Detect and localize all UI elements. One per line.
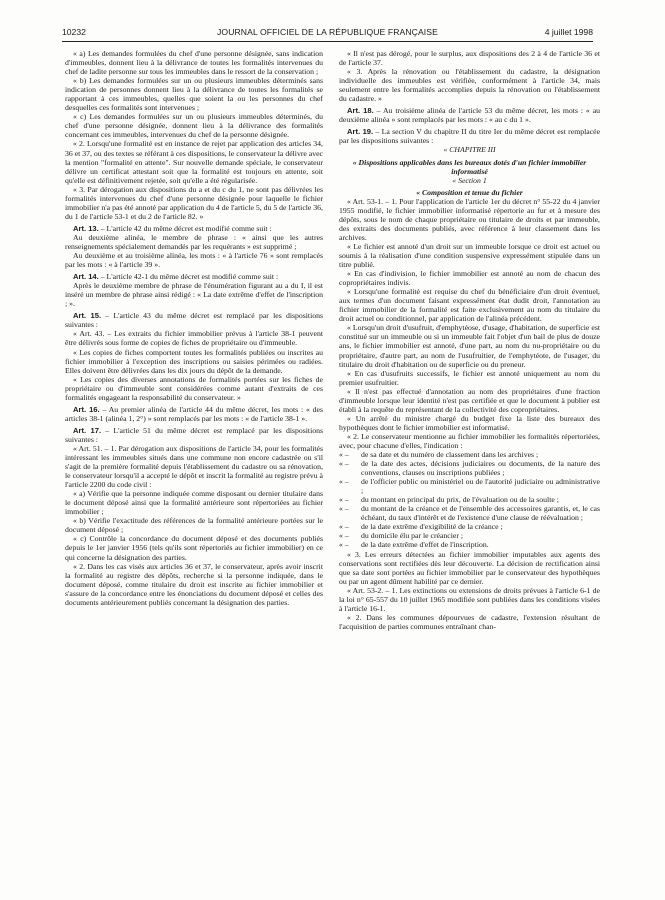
paragraph [65,311,323,329]
paragraph [65,426,323,444]
list-item-text: de sa date et du numéro de classement dans les archives ; [361,450,539,460]
header-rule [62,41,593,42]
list-item [339,522,600,531]
article-number: Art. 14. [73,272,99,282]
paragraph: « Un arrêté du ministre chargé du budget fixe la liste des bureaux des hypothèques dont le fichier immobilier est informatisé. [339,413,600,432]
paragraph: « Art. 53-1. – 1. Pour l'application de l'article 1er du décret n° 55-22 du 4 janvier 1955 modifié, le fichier immobilier informatisé répertorie au fur et à mesure des dépôts, sous le nom de chaque propriétaire ou titulaire de droits et par immeuble, des extraits des documents publiés, avec référence à leur classement dans les archives. [339,196,600,242]
right-column [339,49,600,631]
article-number: Art. 17. [73,425,102,435]
article-number: Art. 16. [73,404,100,414]
paragraph: « Lorsqu'un droit d'usufruit, d'emphytéose, d'usage, d'habitation, de superficie est constitué sur un immeuble ou si un immeuble fait l'objet d'un bail de plus de douze ans, le fichier immobilier est annoté, d'une part, au nom du nu-propriétaire ou du propriétaire, d'autre part, au nom de l'usufruitier, de l'emphytéote, de l'usager, du titulaire du droit d'habitation ou de superficie ou du preneur. [339,323,600,369]
paragraph: « 3. Les erreurs détectées au fichier immobilier imputables aux agents des conservations sont rectifiées dès leur découverte. La décision de rectification ainsi que sa date sont portées au fichier immobilier par le conservateur des hypothèques ou par un agent dûment habilité par ce dernier. [339,549,600,586]
left-column [65,49,323,607]
paragraph: « Il n'est pas effectué d'annotation au nom des propriétaires d'une fraction d'immeuble lorsque leur identité n'est pas certifiée et que le document à publier est établi à la requête du représentant de la collectivité des copropriétaires. [339,386,600,414]
list-item [339,450,600,459]
page-header [62,27,593,41]
article-text: – L'article 51 du même décret est remplacé par les dispositions suivantes : [65,425,324,444]
paragraph: « Les copies des diverses annotations de formalités portées sur les fiches de propriétaire ou d'immeuble sont considérées comme autant d'extraits de ces formalités engageant la responsabilité du conservateur. » [65,374,323,402]
paragraph [65,272,323,281]
paragraph: « Il n'est pas dérogé, pour le surplus, aux dispositions des 2 à 4 de l'article 36 et de l'article 37. [339,49,600,68]
article-number: Art. 19. [347,127,374,137]
article-number: Art. 15. [73,311,102,321]
paragraph: « c) Contrôle la concordance du document déposé et des documents publiés depuis le 1er janvier 1956 (tels qu'ils sont répertoriés au fichier immobilier) en ce qui concerne la désignation des parties. [65,534,323,562]
paragraph: « 3. Après la rénovation ou l'établissement du cadastre, la désignation individuelle des immeubles est vérifiée, conformément à l'article 34, mais seulement entre les formalités accomplies depuis la rénovation ou l'établissement du cadastre. » [339,67,600,104]
list-item [339,531,600,540]
list-dash: « – [339,504,349,514]
paragraph: « Composition et tenue du fichier [416,187,523,197]
paragraph: « b) Vérifie l'exactitude des références de la formalité antérieure portées sur le document déposé ; [65,516,323,535]
paragraph [65,224,323,233]
list-dash: « – [339,495,349,505]
list-item-text: de la date extrême d'exigibilité de la créance ; [361,522,503,532]
paragraph: Au deuxième et au troisième alinéa, les mots : « à l'article 76 » sont remplacés par les mots : « à l'article 39 ». [65,251,323,270]
paragraph: « 2. Dans les communes dépourvues de cadastre, l'extension résultant de l'acquisition de parties communes entraînant chan- [339,612,600,631]
list-dash: « – [339,522,349,532]
publication-date: 4 juillet 1998 [544,27,593,37]
paragraph: « CHAPITRE III [443,145,496,155]
paragraph: « b) Les demandes formulées sur un ou plusieurs immeubles déterminés sans indication de personnes donnent lieu à la délivrance de toutes les formalités se rapportant à ces immeubles, quelles que soient la ou les personnes du chef desquelles ces formalités sont intervenues ; [65,76,323,113]
right-column-top [339,49,600,450]
paragraph: « a) Les demandes formulées du chef d'une personne désignée, sans indication d'immeubles, donnent lieu à la délivrance de toutes les formalités intervenues du chef de ladite personne sur tous les immeubles dans le ressort de la conservation ; [65,49,323,77]
list-item-text: du montant de la créance et de l'ensemble des accessoires garantis, et, le cas échéant, du taux d'intérêt et de l'existence d'une clause de réévaluation ; [361,504,600,523]
paragraph: « Art. 53-2. – 1. Les extinctions ou extensions de droits prévues à l'article 6-1 de la loi n° 65-557 du 10 juillet 1965 modifiée sont publiées dans les conditions visées à l'article 16-1. [339,585,600,613]
paragraph: « En cas d'indivision, le fichier immobilier est annoté au nom de chacun des copropriétaires indivis. [339,269,600,288]
list-item-text: de la date des actes, décisions judiciaires ou documents, de la nature des conventions, clauses ou inscriptions publiées ; [361,459,600,478]
article-text: – Au premier alinéa de l'article 44 du même décret, les mots : « des articles 38-1 (alinéa 1, 2°) » sont remplacés par les mots : « de l'article 38-1 ». [65,404,323,423]
list-item-text: de la date extrême d'effet de l'inscription. [361,540,489,550]
article-number: Art. 18. [347,106,374,116]
list-item [339,540,600,549]
list-item-text: du montant en principal du prix, de l'évaluation ou de la soulte ; [361,495,559,505]
paragraph [339,106,600,124]
list-item [339,504,600,522]
right-column-bottom [339,550,600,631]
paragraph: « 3. Par dérogation aux dispositions du a et du c du 1, ne sont pas délivrées les formalités intervenues du chef d'une personne désignée pour laquelle le fichier immobilier n'a pas été annoté par application du 4 de l'article 5, du 5 de l'article 36, du 1 de l'article 53-1 et du 2 de l'article 82. » [65,184,323,221]
paragraph: « Lorsqu'une formalité est requise du chef du bénéficiaire d'un droit éventuel, aux termes d'un document faisant expressément état dudit droit, l'annotation au fichier immobilier de la formalité est faite exclusivement au nom du titulaire du droit actuel ou conditionnel, par application de l'alinéa précédent. [339,287,600,324]
list-item-text: de l'officier public ou ministériel ou de l'autorité judiciaire ou administrative ; [361,477,600,496]
list-dash: « – [339,450,349,460]
paragraph: « 2. Dans les cas visés aux articles 36 et 37, le conservateur, après avoir inscrit la formalité au registre des dépôts, recherche si la personne indiquée, dans le document déposé, comme titulaire du droit est inscrite au fichier immobilier et s'assure de la concordance entre les énonciations du document déposé et celles des documents antérieurement publiés concernant la désignation des parties. [65,561,323,607]
paragraph: Au deuxième alinéa, le membre de phrase : « ainsi que les autres renseignements spécialement demandés par les requérants » est supprimé ; [65,232,323,251]
paragraph [339,127,600,145]
paragraph: « Le fichier est annoté d'un droit sur un immeuble lorsque ce droit est actuel ou soumis à la réalisation d'une condition suspensive expressément stipulée dans un titre publié. [339,241,600,270]
paragraph: « a) Vérifie que la personne indiquée comme disposant ou dernier titulaire dans le document déposé ainsi que la formalité antérieure sont répertoriées au fichier immobilier ; [65,489,323,517]
list-dash: « – [339,477,349,487]
list-item-text: du domicile élu par le créancier ; [361,531,463,541]
paragraph: « Dispositions applicables dans les bureaux dotés d'un fichier immobilier informatisé [352,157,587,176]
paragraph: Après le deuxième membre de phrase de l'énumération figurant au a du I, il est inséré un membre de phrase ainsi rédigé : « La date extrême d'effet de l'inscription ; ». [65,281,323,309]
list-item [339,477,600,495]
article-text: – Au troisième alinéa de l'article 53 du même décret, les mots : « au deuxième alinéa » sont remplacés par les mots : « au c du 1 ». [339,106,601,125]
page-number: 10232 [62,27,86,37]
journal-title: JOURNAL OFFICIEL DE LA RÉPUBLIQUE FRANÇAISE [217,27,438,37]
paragraph: « c) Les demandes formulées sur un ou plusieurs immeubles déterminés, du chef d'une personne désignée, donnent lieu à la délivrance des formalités concernant ces immeubles, intervenues du chef de la personne désignée. [65,112,323,140]
paragraph [65,405,323,423]
list-item [339,495,600,504]
indication-list [339,450,600,550]
paragraph: « 2. Le conservateur mentionne au fichier immobilier les formalités répertoriées, avec, pour chacune d'elles, l'indication : [339,431,600,450]
paragraph: « Les copies de fiches comportent toutes les formalités publiées ou inscrites au fichier immobilier à l'exception des inscriptions ou saisies périmées ou radiées. Elles doivent être délivrées dans les dix jours du dépôt de la demande. [65,347,323,375]
article-text: – La section V du chapitre II du titre Ier du même décret est remplacée par les dispositions suivantes : [339,127,601,146]
list-item [339,459,600,477]
article-text: – L'article 43 du même décret est remplacé par les dispositions suivantes : [65,311,324,330]
article-text: – L'article 42 du même décret est modifié comme suit : [98,223,272,233]
article-number: Art. 13. [73,223,99,233]
article-text: – L'article 42-1 du même décret est modifié comme suit : [98,272,279,282]
paragraph: « En cas d'usufruits successifs, le fichier est annoté uniquement au nom du premier usufruitier. [339,368,600,387]
list-dash: « – [339,531,349,541]
list-dash: « – [339,540,349,550]
paragraph: « Art. 43. – Les extraits du fichier immobilier prévus à l'article 38-1 peuvent être délivrés sous forme de copies de fiches de propriétaire ou d'immeuble. [65,329,323,348]
list-dash: « – [339,459,349,469]
paragraph: « 2. Lorsqu'une formalité est en instance de rejet par application des articles 34, 36 et 37, ou des textes se référant à ces dispositions, le conservateur la délivre avec la mention "formalité en attente". Sur nouvelle demande spéciale, le conservateur délivre un certificat attestant soit que la formalité est toujours en attente, soit qu'elle est définitivement rejetée, soit qu'elle a été régularisée. [65,139,323,185]
paragraph: « Art. 51. – 1. Par dérogation aux dispositions de l'article 34, pour les formalités intéressant les immeubles situés dans une commune non encore cadastrée ou s'il s'agit de la première formalité depuis l'établissement du cadastre ou sa rénovation, le conservateur lorsqu'il a accepté le dépôt et inscrit la formalité au registre prévu à l'article 2200 du code civil : [65,443,323,490]
paragraph: « Section 1 [452,175,487,185]
